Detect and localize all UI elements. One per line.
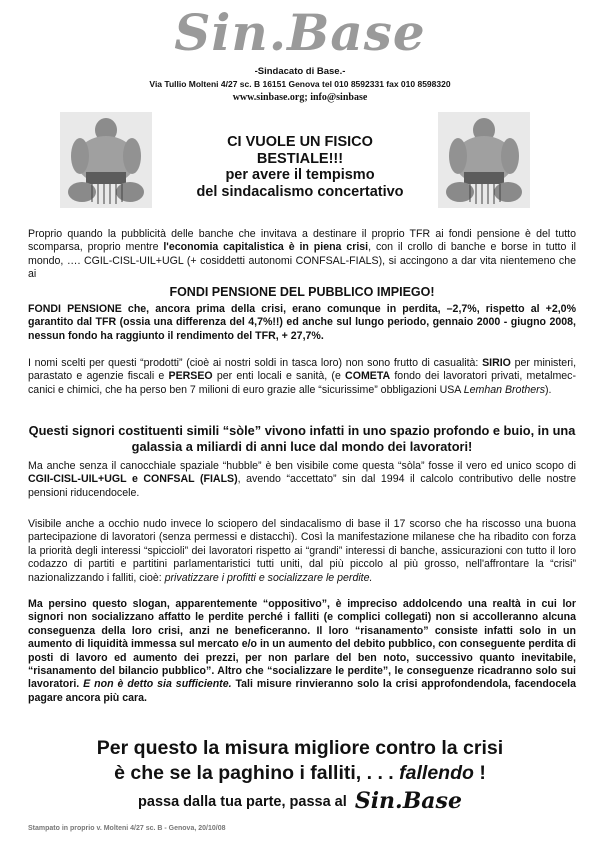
perseo-label: PERSEO bbox=[168, 370, 213, 383]
hubble-text-c: , avendo “accettato” sin dal 1994 il calcolo contributivo delle nostre pensioni riducendocele. bbox=[28, 473, 577, 499]
passa-line bbox=[0, 788, 600, 814]
headline-line-1: CI VUOLE UN FISICO bbox=[227, 134, 373, 150]
intro-text-bold: l'economia capitalistica è in piena crisi bbox=[163, 241, 369, 254]
intro-text-c: , con il crollo di banche e borse in tutto il mondo, …. CGIL-CISL-UIL+UGL (+ cosiddetti autonomi CONFSAL-FIALS), si accingono a dar vita nientemeno che ai bbox=[28, 241, 576, 281]
headline-line-3: per avere il tempismo bbox=[225, 167, 375, 183]
intro-paragraph bbox=[28, 228, 576, 282]
intro-text-a: Proprio quando la pubblicità delle banche che invitava a destinare il proprio TFR ai fondi pensione è del tutto scomparsa, proprio mentre bbox=[28, 228, 576, 254]
passa-text: passa dalla tua parte, passa al bbox=[138, 794, 347, 810]
header-web: www.sinbase.org; info@sinbase bbox=[232, 92, 368, 103]
unions-label: CGII-CISL-UIL+UGL e CONFSAL (FIALS) bbox=[28, 473, 238, 486]
critique-text-a: Ma persino questo slogan, apparentemente “oppositivo”, è impreciso addolcendo una realtà in cui lor signori non socializzano affatto le perdite perché i falliti (e complici collegati) non si accolleranno alcuna conseguenza della loro crisi, anzi ne beneficeranno. Il loro “risanamento” consiste infatti solo in un aumento di liquidità immessa sul mercato e/o in un aumento del debito pubblico, con conseguente perdita di posti di lavoro ed aumento dei prezzi, per non parlare del ben noto, successivo quanto inevitabile, “risanamento del bilancio pubblico”. Altro che “socializzare le perdite”, le conseguenze ricadranno solo sui lavoratori. bbox=[28, 598, 577, 691]
final-slogan bbox=[0, 736, 600, 786]
final-line-2c: ! bbox=[473, 762, 486, 784]
names-text-e: ). bbox=[545, 383, 552, 396]
lehman-label: Lemhan Brothers bbox=[463, 383, 545, 396]
sinbase-logo: Sin.Base bbox=[174, 3, 426, 62]
headline bbox=[170, 134, 430, 200]
critique-text-italic: E non è detto sia sufficiente. bbox=[83, 678, 232, 691]
names-text-a: I nomi scelti per questi “prodotti” (cioè ai nostri soldi in tasca loro) non sono frutto di casualità: bbox=[28, 357, 483, 369]
strike-paragraph bbox=[28, 518, 576, 585]
header-subtitle: -Sindacato di Base.- bbox=[254, 66, 346, 77]
headline-line-2: BESTIALE!!! bbox=[256, 150, 344, 167]
strike-text-a: Visibile anche a occhio nudo invece lo sciopero del sindacalismo di base il 17 scorso che ha riscosso una buona partecipazione di lavoratori (senza permessi e distacchi). Così la manifestazione milanese che ha ribadito con forza la priorità degli interessi “spiccioli” dei lavoratori rispetto ai “grandi” interessi di banche, assicurazioni con tutto il loro codazzo di partiti e partitini parlamentaristici tutti uniti, dal più piccolo al più grosso, nell'affrontare la “crisi” nazionalizzando i falliti, cioè: bbox=[28, 518, 576, 584]
final-line-2a: è che se la paghino i falliti, . . . bbox=[114, 762, 400, 784]
header-address: Via Tullio Molteni 4/27 sc. B 16151 Genova tel 010 8592331 fax 010 8598320 bbox=[149, 79, 451, 89]
fallendo-word: fallendo bbox=[399, 762, 474, 784]
fondi-paragraph: FONDI PENSIONE che, ancora prima della crisi, erano comunque in perdita, –2,7%, rispetto al +2,0% garantito dal TFR (ossia una differenza del 4,7%!!) ed anche sul lungo periodo, gennaio 2000 - giugno 2008, nessun fondo ha raggiunto il rendimento del TFR, + 27,7%. bbox=[28, 303, 576, 342]
headline-line-4: del sindacalismo concertativo bbox=[196, 183, 404, 200]
sumo-wrestler-image-left bbox=[60, 112, 152, 208]
cometa-label: COMETA bbox=[345, 370, 391, 383]
names-text-c: per enti locali e sanità, (e bbox=[212, 370, 346, 383]
fondi-heading: FONDI PENSIONE DEL PUBBLICO IMPIEGO! bbox=[169, 285, 435, 299]
final-line-1: Per questo la misura migliore contro la crisi bbox=[96, 737, 504, 759]
names-text-d: fondo dei lavoratori privati, metalmec-canici e chimici, che ha perso ben 7 milioni di euro grazie alle “sicurissime” obbligazioni USA bbox=[28, 370, 576, 396]
print-footer: Stampato in proprio v. Molteni 4/27 sc. B - Genova, 20/10/08 bbox=[28, 825, 226, 832]
final-line-2 bbox=[0, 761, 600, 786]
highlight-statement: Questi signori costituenti simili “sòle” vivono infatti in uno spazio profondo e buio, in una galassia a miliardi di anni luce dal mondo dei lavoratori! bbox=[28, 423, 576, 454]
passa-logo: Sin.Base bbox=[354, 788, 462, 814]
names-paragraph bbox=[28, 357, 576, 397]
hubble-text-a: Ma anche senza il canocchiale spaziale “hubble” è ben visibile come questa “sòla” fosse il vero ed unico scopo di bbox=[28, 460, 576, 472]
slogan-text: privatizzare i profitti e socializzare le perdite. bbox=[164, 571, 373, 584]
sirio-label: SIRIO bbox=[482, 357, 511, 369]
critique-paragraph bbox=[28, 598, 576, 705]
sumo-wrestler-image-right bbox=[438, 112, 530, 208]
hubble-paragraph bbox=[28, 460, 576, 500]
critique-text-c: Tali misure rinvieranno solo la crisi approfondendola, facendocela pagare ancora più cara. bbox=[28, 678, 576, 704]
names-text-b: per ministeri, parastato e agenzie fiscali e bbox=[28, 357, 577, 383]
